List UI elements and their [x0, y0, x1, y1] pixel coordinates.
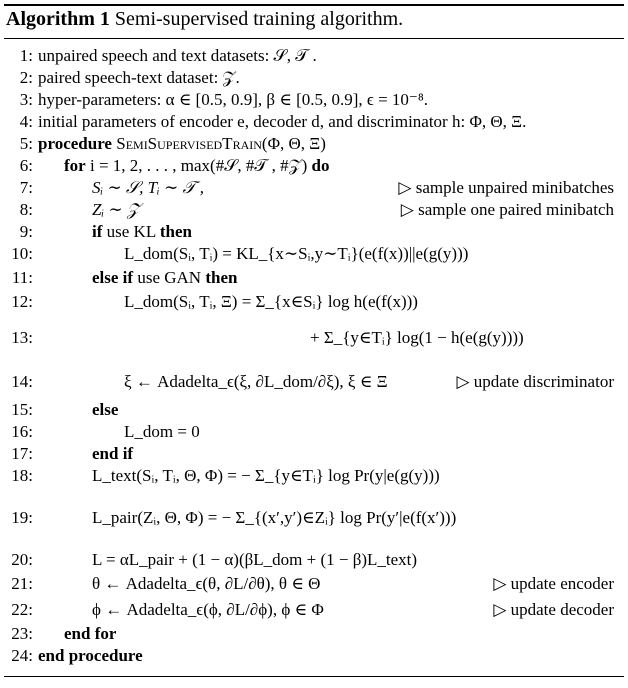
line-number: 20:: [11, 550, 33, 569]
line-text: L_dom(Sᵢ, Tᵢ, Ξ) = Σ_{x∈Sᵢ} log h(e(f(x))): [124, 292, 418, 311]
algo-line-21: [0, 572, 628, 596]
line-text: L_pair(Zᵢ, Θ, Φ) = − Σ_{(x′,y′)∈Zᵢ} log Pr(y′|e(f(x′))): [92, 508, 457, 527]
line-text: use KL: [106, 222, 156, 241]
algo-line-3: [0, 88, 628, 112]
line-number: 19:: [11, 508, 33, 527]
procedure-name: SemiSupervisedTrain: [116, 134, 262, 153]
algo-line-14: [0, 370, 628, 394]
line-number: 9:: [19, 222, 33, 241]
algo-line-18: [0, 464, 628, 488]
keyword: then: [205, 268, 238, 287]
algo-line-12: [0, 290, 628, 314]
algo-line-8: [0, 198, 628, 222]
algo-line-5: [0, 132, 628, 156]
line-text: + Σ_{y∈Tᵢ} log(1 − h(e(g(y)))): [310, 328, 524, 347]
algo-line-9: [0, 220, 628, 244]
line-number: 10:: [11, 244, 33, 263]
line-number: 6:: [19, 156, 33, 175]
algo-line-24: [0, 644, 628, 668]
line-number: 24:: [11, 646, 33, 665]
line-text: use GAN: [137, 268, 202, 287]
line-number: 1:: [19, 46, 33, 65]
algo-line-22: [0, 598, 628, 622]
line-text: hyper-parameters: α ∈ [0.5, 0.9], β ∈ [0.5, 0.9], ϵ = 10⁻⁸.: [38, 90, 429, 109]
line-number: 15:: [11, 400, 33, 419]
line-comment: ▷ update discriminator: [456, 372, 614, 391]
line-text: L_dom = 0: [124, 422, 200, 441]
algo-line-6: [0, 154, 628, 178]
algo-line-1: [0, 44, 628, 68]
algorithm-caption: Semi-supervised training algorithm.: [114, 8, 404, 30]
title-rule: [4, 38, 624, 39]
keyword: else if: [92, 268, 134, 287]
algo-line-11: [0, 266, 628, 290]
line-number: 3:: [19, 90, 33, 109]
line-number: 5:: [19, 134, 33, 153]
line-number: 4:: [19, 112, 33, 131]
line-text: initial parameters of encoder e, decoder d, and discriminator h: Φ, Θ, Ξ.: [38, 112, 527, 131]
algo-line-15: [0, 398, 628, 422]
line-number: 18:: [11, 466, 33, 485]
algo-line-2: [0, 66, 628, 90]
line-text: ϕ ← Adadelta_ϵ(ϕ, ∂L/∂ϕ), ϕ ∈ Φ: [92, 600, 324, 619]
algo-line-17: [0, 442, 628, 466]
line-number: 17:: [11, 444, 33, 463]
line-text: L = αL_pair + (1 − α)(βL_dom + (1 − β)L_text): [92, 550, 418, 569]
line-comment: ▷ sample unpaired minibatches: [398, 178, 614, 197]
line-number: 12:: [11, 292, 33, 311]
keyword: do: [311, 156, 330, 175]
line-text: Zᵢ ∼ 𝒵: [92, 200, 140, 219]
keyword: then: [159, 222, 192, 241]
line-text: i = 1, 2, . . . , max(#𝒮, #𝒯 , #𝒵): [89, 156, 308, 175]
bottom-rule: [4, 676, 624, 677]
line-text: (Φ, Θ, Ξ): [261, 134, 326, 153]
line-number: 8:: [19, 200, 33, 219]
line-number: 16:: [11, 422, 33, 441]
line-number: 23:: [11, 624, 33, 643]
line-number: 14:: [11, 372, 33, 391]
algo-line-10: [0, 242, 628, 266]
line-comment: ▷ sample one paired minibatch: [400, 200, 614, 219]
line-text: θ ← Adadelta_ϵ(θ, ∂L/∂θ), θ ∈ Θ: [92, 574, 321, 593]
keyword: if: [92, 222, 103, 241]
algorithm-label: Algorithm 1: [6, 8, 110, 30]
line-text: ξ ← Adadelta_ϵ(ξ, ∂L_dom/∂ξ), ξ ∈ Ξ: [124, 372, 388, 391]
line-number: 11:: [11, 268, 33, 287]
keyword: for: [64, 156, 86, 175]
line-text: L_dom(Sᵢ, Tᵢ) = KL_{x∼Sᵢ,y∼Tᵢ}(e(f(x))||e(g(y))): [124, 244, 469, 263]
keyword: procedure: [38, 134, 112, 153]
algo-line-13: [0, 326, 628, 350]
keyword: else: [92, 400, 119, 419]
line-text: L_text(Sᵢ, Tᵢ, Θ, Φ) = − Σ_{y∈Tᵢ} log Pr(y|e(g(y))): [92, 466, 440, 485]
algo-line-19: [0, 506, 628, 530]
line-comment: ▷ update decoder: [493, 600, 614, 619]
line-text: unpaired speech and text datasets: 𝒮, 𝒯 .: [38, 46, 317, 65]
keyword: end procedure: [38, 646, 143, 665]
algorithm-title: [6, 8, 403, 31]
algo-line-4: [0, 110, 628, 134]
algo-line-16: [0, 420, 628, 444]
line-comment: ▷ update encoder: [493, 574, 614, 593]
algo-line-23: [0, 622, 628, 646]
line-number: 13:: [11, 328, 33, 347]
keyword: end for: [64, 624, 117, 643]
line-text: paired speech-text dataset: 𝒵.: [38, 68, 240, 87]
line-text: Sᵢ ∼ 𝒮, Tᵢ ∼ 𝒯 ,: [92, 178, 205, 197]
line-number: 2:: [19, 68, 33, 87]
algo-line-20: [0, 548, 628, 572]
line-number: 22:: [11, 600, 33, 619]
top-rule: [4, 4, 624, 6]
algo-line-7: [0, 176, 628, 200]
line-number: 7:: [19, 178, 33, 197]
line-number: 21:: [11, 574, 33, 593]
keyword: end if: [92, 444, 134, 463]
